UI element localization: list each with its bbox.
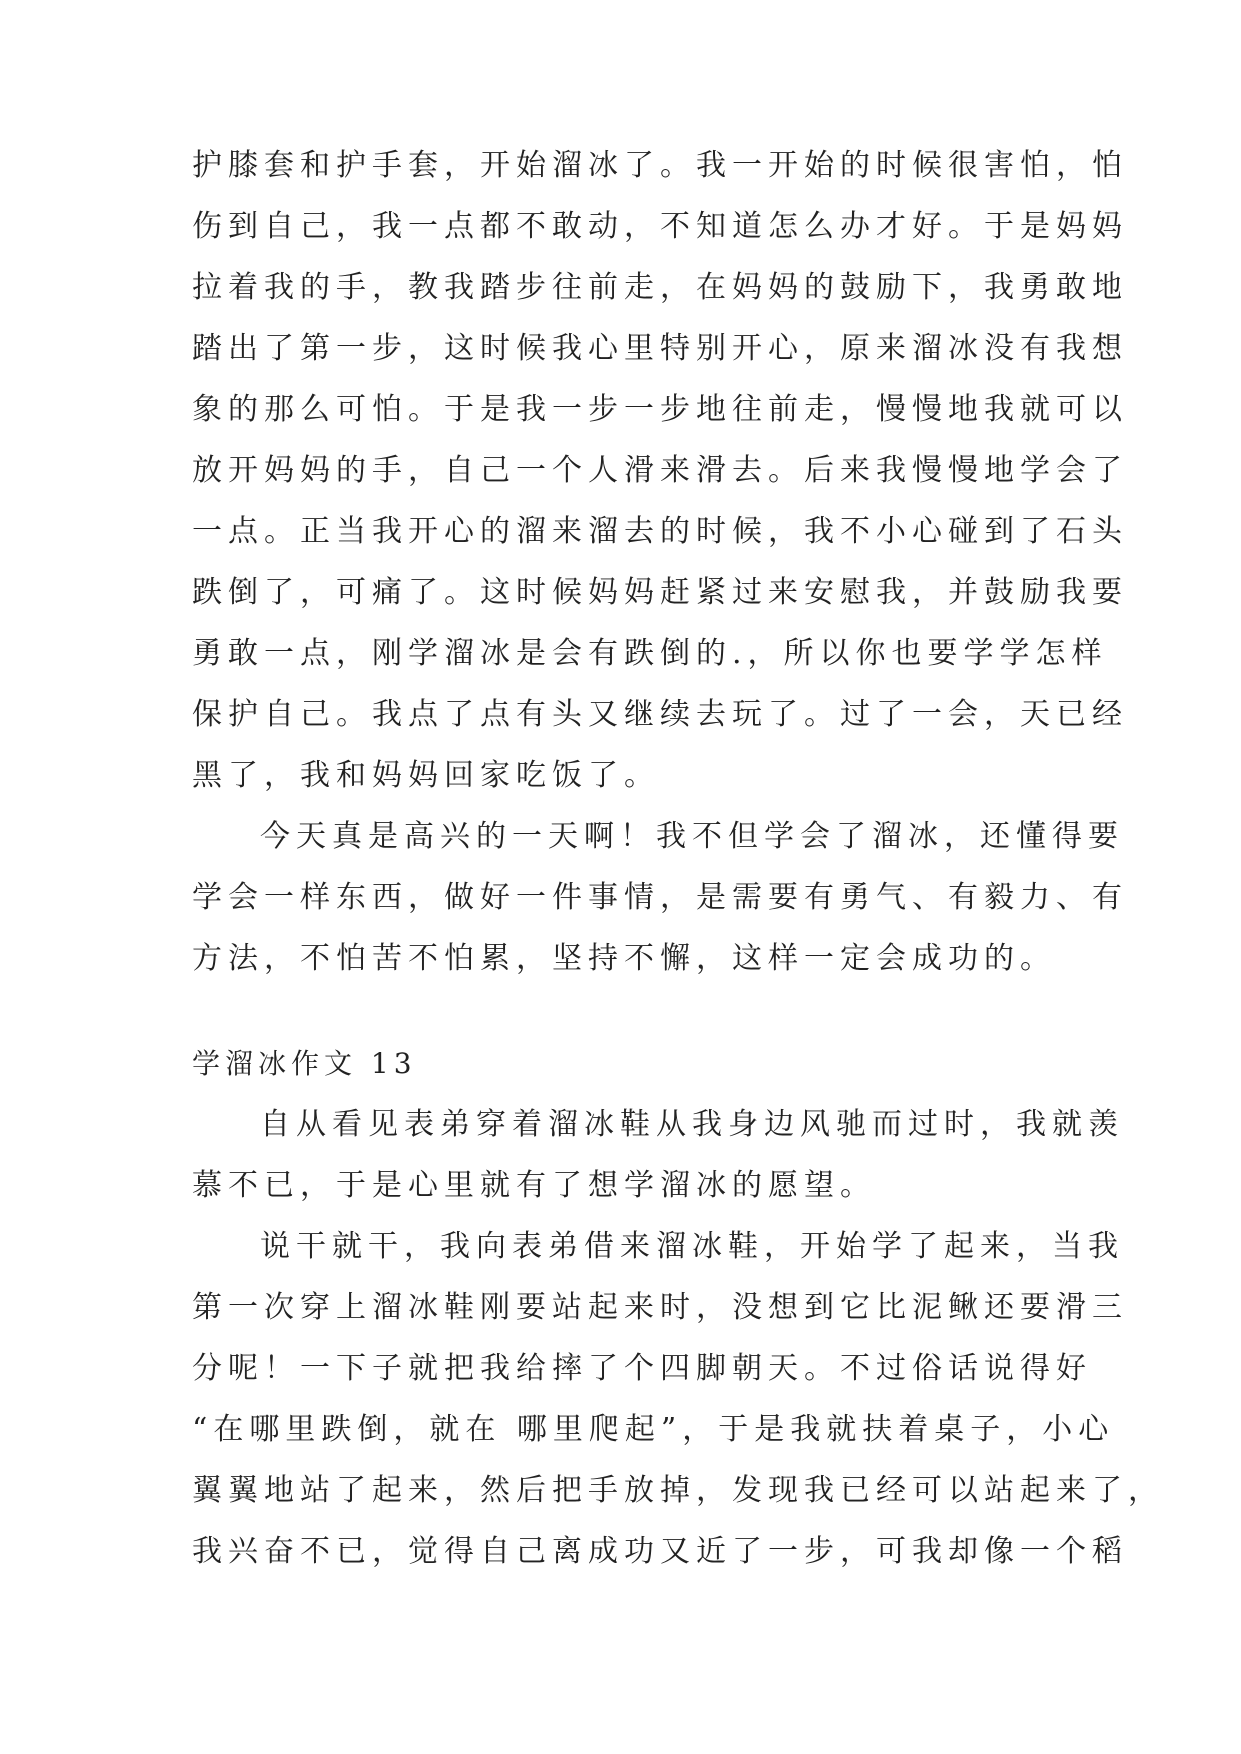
- paragraph-line: 跌倒了，可痛了。这时候妈妈赶紧过来安慰我，并鼓励我要: [192, 575, 1128, 610]
- paragraph-line: 拉着我的手，教我踏步往前走，在妈妈的鼓励下，我勇敢地: [192, 270, 1128, 305]
- paragraph-line: 今天真是高兴的一天啊！我不但学会了溜冰，还懂得要: [260, 819, 1124, 854]
- paragraph-line: 象的那么可怕。于是我一步一步地往前走，慢慢地我就可以: [192, 392, 1128, 427]
- paragraph-line: 自从看见表弟穿着溜冰鞋从我身边风驰而过时，我就羡: [260, 1107, 1124, 1142]
- paragraph-line: “在哪里跌倒，就在 哪里爬起”，于是我就扶着桌子，小心: [192, 1412, 1115, 1447]
- essay-13-body: [192, 1094, 1164, 1582]
- essay-title: 学溜冰作文 13: [192, 1047, 417, 1080]
- paragraph-line: 慕不已，于是心里就有了想学溜冰的愿望。: [192, 1168, 876, 1203]
- paragraph-line: 护膝套和护手套，开始溜冰了。我一开始的时候很害怕，怕: [192, 148, 1128, 183]
- paragraph-line: 黑了，我和妈妈回家吃饭了。: [192, 758, 660, 793]
- paragraph-line: 方法，不怕苦不怕累，坚持不懈，这样一定会成功的。: [192, 941, 1056, 976]
- paragraph-line: 说干就干，我向表弟借来溜冰鞋，开始学了起来，当我: [260, 1229, 1124, 1264]
- paragraph-line: 放开妈妈的手，自己一个人滑来滑去。后来我慢慢地学会了: [192, 453, 1128, 488]
- paragraph-line: 一点。正当我开心的溜来溜去的时候，我不小心碰到了石头: [192, 514, 1128, 549]
- paragraph-line: 翼翼地站了起来，然后把手放掉，发现我已经可以站起来了，: [192, 1473, 1164, 1508]
- paragraph-line: 伤到自己，我一点都不敢动，不知道怎么办才好。于是妈妈: [192, 209, 1128, 244]
- paragraph-line: 踏出了第一步，这时候我心里特别开心，原来溜冰没有我想: [192, 331, 1128, 366]
- paragraph-line: 我兴奋不已，觉得自己离成功又近了一步，可我却像一个稻: [192, 1534, 1128, 1569]
- paragraph-line: 第一次穿上溜冰鞋刚要站起来时，没想到它比泥鳅还要滑三: [192, 1290, 1128, 1325]
- essay-continuation: [192, 135, 1128, 989]
- paragraph-line: 勇敢一点，刚学溜冰是会有跌倒的.，所以你也要学学怎样: [192, 636, 1108, 671]
- paragraph-line: 分呢！一下子就把我给摔了个四脚朝天。不过俗话说得好: [192, 1351, 1092, 1386]
- paragraph-line: 学会一样东西，做好一件事情，是需要有勇气、有毅力、有: [192, 880, 1128, 915]
- paragraph-line: 保护自己。我点了点有头又继续去玩了。过了一会，天已经: [192, 697, 1128, 732]
